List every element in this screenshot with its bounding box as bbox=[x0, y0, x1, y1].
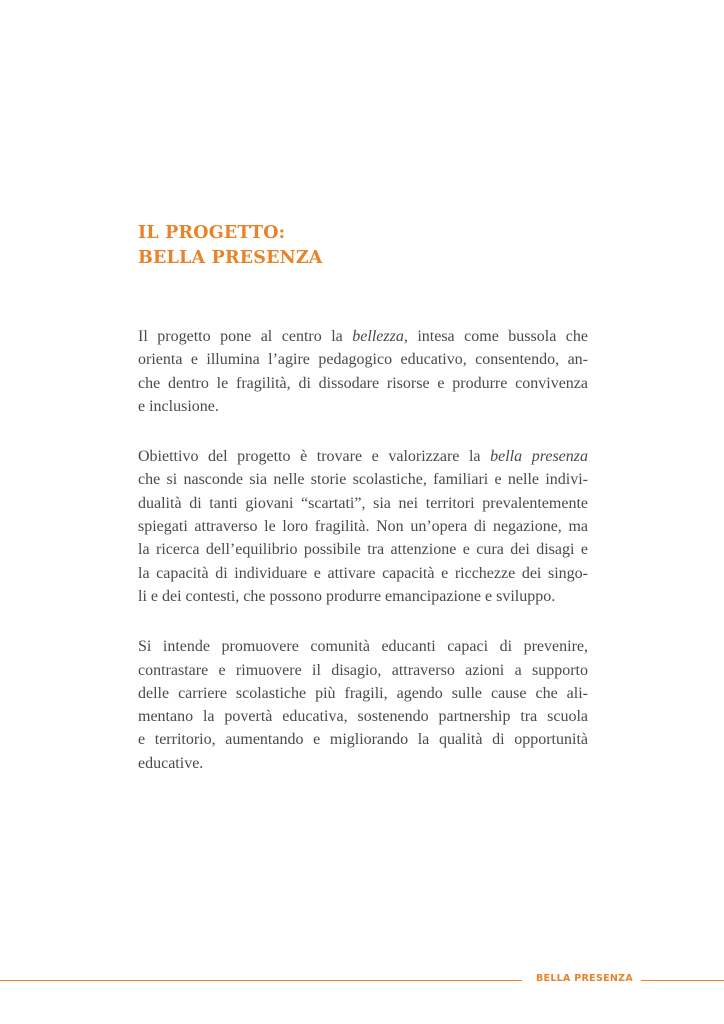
paragraph-line: mentano la povertà educativa, sostenendo partnership tra scuola bbox=[138, 708, 588, 726]
paragraph-line: spiegati attraverso le loro fragilità. Non un’opera di negazione, ma bbox=[138, 518, 588, 536]
footer-rule-right bbox=[641, 980, 724, 981]
footer-rule-left bbox=[0, 980, 522, 981]
paragraph-line: la ricerca dell’equilibrio possibile tra attenzione e cura dei disagi e bbox=[138, 541, 588, 559]
paragraph-line: orienta e illumina l’agire pedagogico educativo, consentendo, an- bbox=[138, 351, 588, 369]
page-title-line-2: BELLA PRESENZA bbox=[138, 248, 323, 268]
paragraph-line: Si intende promuovere comunità educanti capaci di prevenire, bbox=[138, 638, 588, 656]
paragraph-1 bbox=[138, 325, 588, 418]
paragraph-line: educative. bbox=[138, 754, 204, 772]
paragraph-line: li e dei contesti, che possono produrre emancipazione e sviluppo. bbox=[138, 587, 556, 605]
paragraph-3 bbox=[138, 635, 588, 775]
emphasis: bellezza bbox=[352, 328, 404, 345]
paragraph-line: la capacità di individuare e attivare capacità e ricchezze dei singo- bbox=[138, 564, 588, 582]
paragraph-line: che si nasconde sia nelle storie scolastiche, familiari e nelle indivi- bbox=[138, 471, 588, 489]
body-text bbox=[138, 325, 588, 802]
page-title-line-1: IL PROGETTO: bbox=[138, 223, 286, 243]
paragraph-line: che dentro le fragilità, di dissodare risorse e produrre convivenza bbox=[138, 374, 588, 392]
footer-running-title: BELLA PRESENZA bbox=[536, 973, 633, 984]
emphasis: bella presenza bbox=[490, 448, 588, 466]
paragraph-line: delle carriere scolastiche più fragili, agendo sulle cause che ali- bbox=[138, 684, 588, 702]
paragraph-line: e inclusione. bbox=[138, 397, 219, 415]
paragraph-line: dualità di tanti giovani “scartati”, sia nei territori prevalentemente bbox=[138, 494, 588, 512]
paragraph-2 bbox=[138, 445, 588, 608]
paragraph-line: e territorio, aumentando e migliorando la qualità di opportunità bbox=[138, 731, 588, 749]
paragraph-line: contrastare e rimuovere il disagio, attraverso azioni a supporto bbox=[138, 661, 588, 679]
paragraph-line: Il progetto pone al centro la bellezza, intesa come bussola che bbox=[138, 328, 589, 345]
paragraph-line: Obiettivo del progetto è trovare e valorizzare la bella presenza bbox=[138, 448, 588, 466]
page-title bbox=[138, 221, 323, 271]
